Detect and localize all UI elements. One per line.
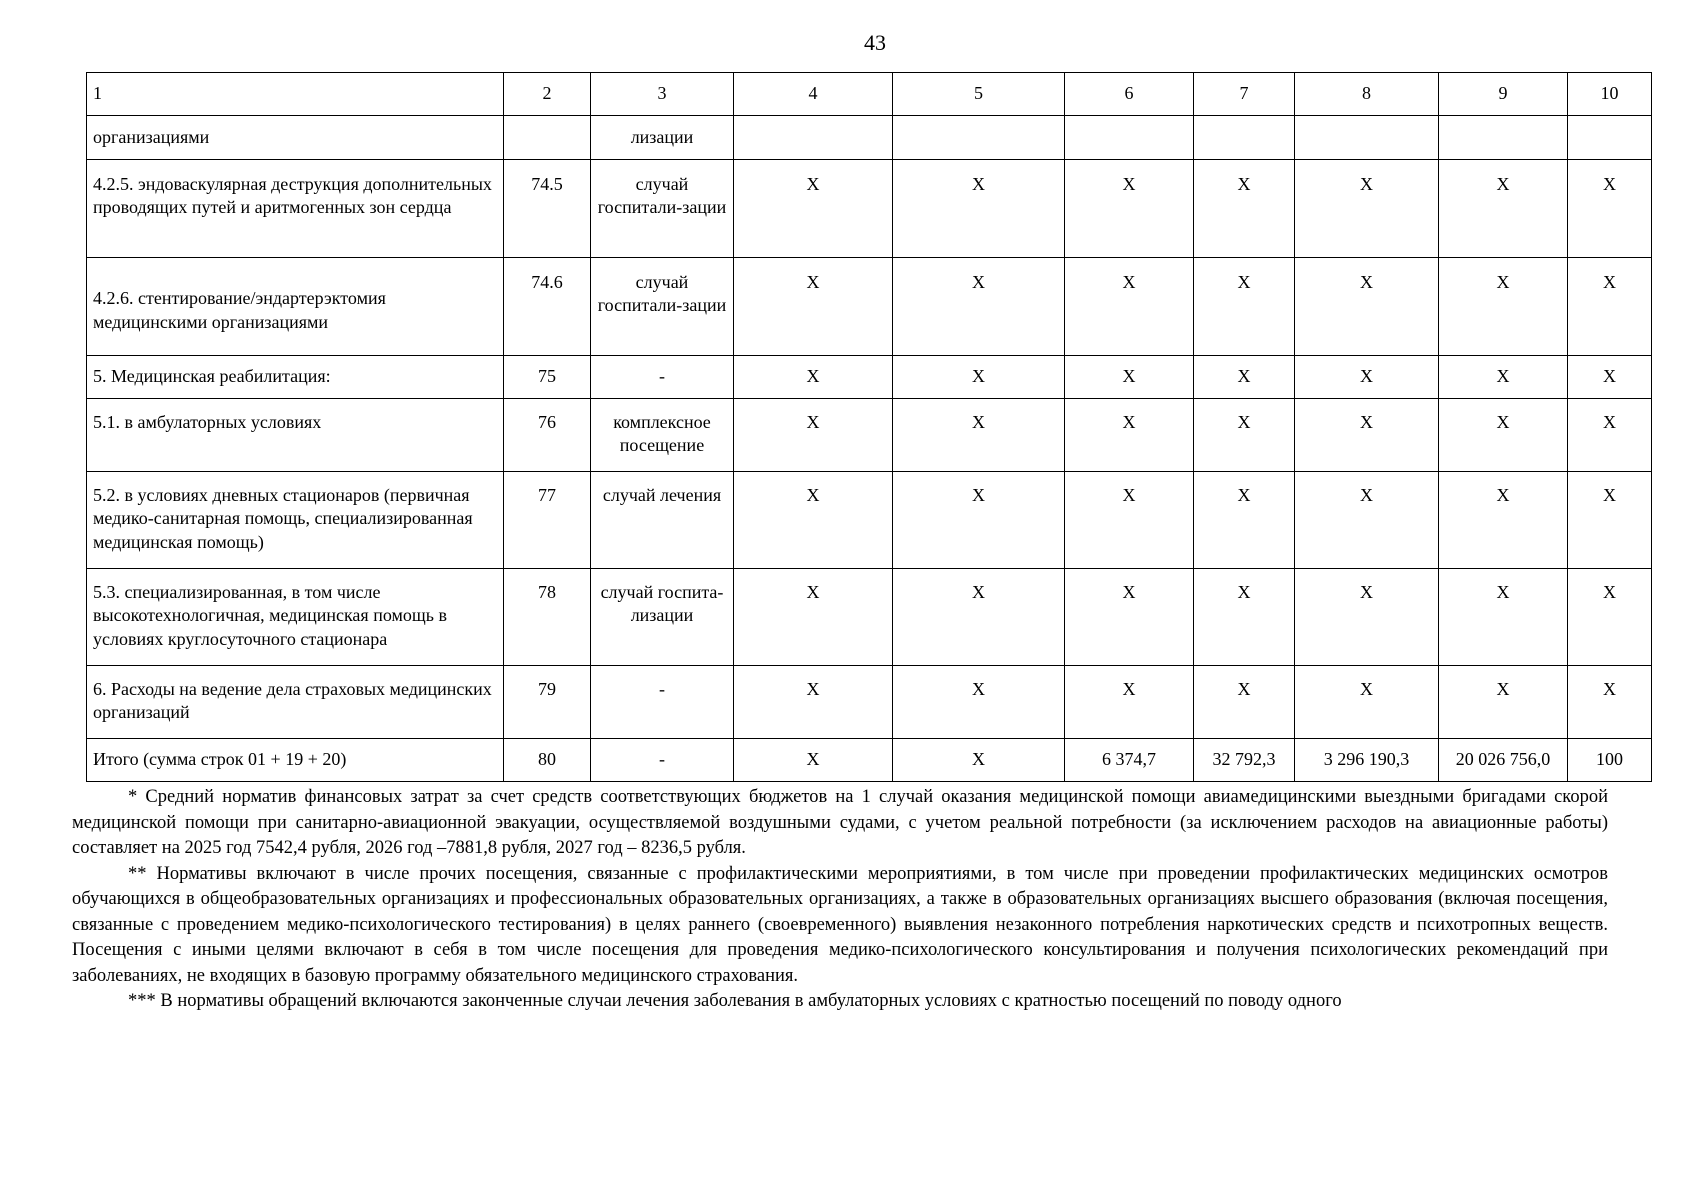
table-cell-col-2: 76 [504, 399, 591, 472]
table-cell-col-8: X [1295, 666, 1439, 739]
table-cell-col-9: X [1439, 399, 1568, 472]
table-cell-col-2: 2 [504, 73, 591, 116]
table-cell-col-6: X [1065, 666, 1194, 739]
table-cell-col-3: - [591, 739, 734, 782]
table-cell-col-9: X [1439, 666, 1568, 739]
table-cell-col-10: 100 [1568, 739, 1652, 782]
table-cell-col-5: X [893, 356, 1065, 399]
table-cell-col-2: 74.5 [504, 160, 591, 258]
table-cell-col-5: X [893, 472, 1065, 569]
table-cell-col-2: 75 [504, 356, 591, 399]
data-table [86, 72, 1652, 782]
table-cell-col-5 [893, 116, 1065, 160]
table-cell-col-3: - [591, 356, 734, 399]
table-cell-col-9: X [1439, 472, 1568, 569]
table-cell-col-7: X [1194, 356, 1295, 399]
table-cell-col-1: 5.3. специализированная, в том числе высокотехнологичная, медицинская помощь в условиях круглосуточного стационара [87, 569, 504, 666]
table-cell-col-6: X [1065, 399, 1194, 472]
footnote-3: *** В нормативы обращений включаются законченные случаи лечения заболевания в амбулаторных условиях с кратностью посещений по поводу одного [128, 991, 1342, 1011]
table-cell-col-2: 74.6 [504, 258, 591, 356]
table-cell-col-8: X [1295, 356, 1439, 399]
table-cell-col-10: X [1568, 666, 1652, 739]
table-cell-col-8: 8 [1295, 73, 1439, 116]
table-cell-col-4: X [734, 666, 893, 739]
table-row [87, 258, 1652, 356]
table-cell-col-6: X [1065, 569, 1194, 666]
table-cell-col-2 [504, 116, 591, 160]
table-cell-col-1: организациями [87, 116, 504, 160]
table-cell-col-8: X [1295, 258, 1439, 356]
table-cell-col-4 [734, 116, 893, 160]
table-cell-col-2: 80 [504, 739, 591, 782]
table-cell-col-3: комплексное посещение [591, 399, 734, 472]
table-cell-col-10: X [1568, 472, 1652, 569]
table-cell-col-4: X [734, 399, 893, 472]
table-cell-col-1: 1 [87, 73, 504, 116]
page-number: 43 [864, 30, 886, 55]
table-cell-col-8 [1295, 116, 1439, 160]
table-cell-col-8: 3 296 190,3 [1295, 739, 1439, 782]
table-cell-col-1: 5.1. в амбулаторных условиях [87, 399, 504, 472]
table-cell-col-4: X [734, 356, 893, 399]
table-cell-col-3: случай госпитали-зации [591, 258, 734, 356]
table-cell-col-3: 3 [591, 73, 734, 116]
table-row [87, 666, 1652, 739]
footnote-2: ** Нормативы включают в числе прочих посещения, связанные с профилактическими мероприятиями, в том числе при проведении профилактических медицинских осмотров обучающихся в общеобразовательных организациях и профессиональных образовательных организациях, а также в образовательных организациях высшего образования (включая посещения, связанные с проведением медико-психологического тестирования) в целях раннего (своевременного) выявления незаконного потребления наркотических средств и психотропных веществ. Посещения с иными целями включают в себя в том числе посещения для проведения медико-психологического консультирования и получения психологических рекомендаций при заболеваниях, не входящих в базовую программу обязательного медицинского страхования. [72, 863, 1608, 986]
table-cell-col-1: 4.2.6. стентирование/эндартерэктомия медицинскими организациями [87, 258, 504, 356]
table-cell-col-9: X [1439, 356, 1568, 399]
table-cell-col-8: X [1295, 472, 1439, 569]
table-cell-col-5: X [893, 258, 1065, 356]
table-cell-col-5: 5 [893, 73, 1065, 116]
table-cell-col-1: Итого (сумма строк 01 + 19 + 20) [87, 739, 504, 782]
table-cell-col-9: X [1439, 258, 1568, 356]
table-cell-col-9: 20 026 756,0 [1439, 739, 1568, 782]
table-cell-col-10: X [1568, 569, 1652, 666]
table-cell-col-7: 32 792,3 [1194, 739, 1295, 782]
table-cell-col-10: X [1568, 399, 1652, 472]
table-cell-col-3: случай госпита-лизации [591, 569, 734, 666]
table-cell-col-6: X [1065, 258, 1194, 356]
table-cell-col-6: X [1065, 472, 1194, 569]
table-row [87, 472, 1652, 569]
footnote-1: * Средний норматив финансовых затрат за счет средств соответствующих бюджетов на 1 случай оказания медицинской помощи авиамедицинскими выездными бригадами скорой медицинской помощи при санитарно-авиационной эвакуации, осуществляемой воздушными судами, с учетом реальной потребности (за исключением расходов на авиационные работы) составляет на 2025 год 7542,4 рубля, 2026 год –7881,8 рубля, 2027 год – 8236,5 рубля. [72, 787, 1608, 858]
table-cell-col-4: X [734, 160, 893, 258]
table-cell-col-9 [1439, 116, 1568, 160]
table-cell-col-10: X [1568, 258, 1652, 356]
table-cell-col-3: случай госпитали-зации [591, 160, 734, 258]
table-cell-col-7: X [1194, 569, 1295, 666]
table-cell-col-1: 6. Расходы на ведение дела страховых медицинских организаций [87, 666, 504, 739]
table-cell-col-6: X [1065, 356, 1194, 399]
table-cell-col-6 [1065, 116, 1194, 160]
table-row [87, 399, 1652, 472]
table-cell-col-1: 5. Медицинская реабилитация: [87, 356, 504, 399]
table-cell-col-3: лизации [591, 116, 734, 160]
table-cell-col-10: 10 [1568, 73, 1652, 116]
table-cell-col-10 [1568, 116, 1652, 160]
table-cell-col-5: X [893, 160, 1065, 258]
table-cell-col-7: 7 [1194, 73, 1295, 116]
table-cell-col-3: - [591, 666, 734, 739]
table-cell-col-10: X [1568, 160, 1652, 258]
table-cell-col-6: X [1065, 160, 1194, 258]
table-cell-col-8: X [1295, 160, 1439, 258]
table-cell-col-5: X [893, 739, 1065, 782]
table-cell-col-6: 6 374,7 [1065, 739, 1194, 782]
table-cell-col-5: X [893, 399, 1065, 472]
table-cell-col-5: X [893, 666, 1065, 739]
footnotes [72, 785, 1608, 1015]
table-cell-col-2: 78 [504, 569, 591, 666]
table-cell-col-7: X [1194, 666, 1295, 739]
table-cell-col-1: 4.2.5. эндоваскулярная деструкция дополнительных проводящих путей и аритмогенных зон сердца [87, 160, 504, 258]
table-cell-col-9: X [1439, 569, 1568, 666]
table-cell-col-4: X [734, 739, 893, 782]
table-row [87, 116, 1652, 160]
table-cell-col-7 [1194, 116, 1295, 160]
table-cell-col-3: случай лечения [591, 472, 734, 569]
table-cell-col-4: X [734, 472, 893, 569]
table-row [87, 356, 1652, 399]
table-cell-col-5: X [893, 569, 1065, 666]
table-header-row [87, 73, 1652, 116]
table-cell-col-7: X [1194, 258, 1295, 356]
table-cell-col-4: X [734, 258, 893, 356]
table-row [87, 739, 1652, 782]
table-cell-col-9: X [1439, 160, 1568, 258]
table-cell-col-8: X [1295, 569, 1439, 666]
table-cell-col-7: X [1194, 472, 1295, 569]
table-cell-col-2: 79 [504, 666, 591, 739]
table-cell-col-4: 4 [734, 73, 893, 116]
table-cell-col-7: X [1194, 399, 1295, 472]
table-cell-col-10: X [1568, 356, 1652, 399]
table-cell-col-2: 77 [504, 472, 591, 569]
table-cell-col-8: X [1295, 399, 1439, 472]
table-cell-col-6: 6 [1065, 73, 1194, 116]
table-cell-col-7: X [1194, 160, 1295, 258]
table-row [87, 160, 1652, 258]
table-cell-col-1: 5.2. в условиях дневных стационаров (первичная медико-санитарная помощь, специализированная медицинская помощь) [87, 472, 504, 569]
table-row [87, 569, 1652, 666]
table-cell-col-9: 9 [1439, 73, 1568, 116]
table-cell-col-4: X [734, 569, 893, 666]
